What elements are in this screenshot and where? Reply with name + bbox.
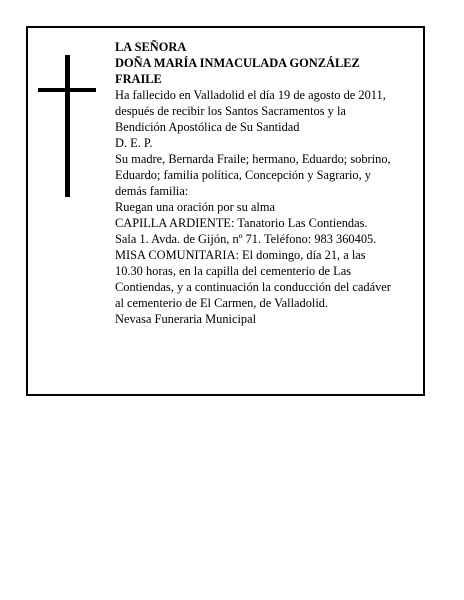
chapel-line-2: Sala 1. Avda. de Gijón, nº 71. Teléfono: 983 360405. [115, 232, 377, 246]
prayer-request: Ruegan una oración por su alma [115, 200, 275, 214]
cross-vertical-bar [65, 55, 70, 197]
cross-horizontal-bar [38, 88, 96, 92]
family-line-2: Eduardo; familia política, Concepción y Sagrario, y [115, 168, 371, 182]
family-line-3: demás familia: [115, 184, 189, 198]
rip-abbreviation: D. E. P. [115, 136, 153, 150]
mass-line-3: Contiendas, y a continuación la conducción del cadáver [115, 280, 391, 294]
mass-line-2: 10.30 horas, en la capilla del cementerio de Las [115, 264, 352, 278]
mass-line-4: al cementerio de El Carmen, de Valladolid. [115, 296, 329, 310]
notice-heading-title: LA SEÑORA [115, 40, 187, 54]
latin-cross-icon [38, 55, 96, 197]
mass-line-1: MISA COMUNITARIA: El domingo, día 21, a las [115, 248, 366, 262]
death-statement-line-2: después de recibir los Santos Sacramentos y la [115, 104, 346, 118]
family-line-1: Su madre, Bernarda Fraile; hermano, Eduardo; sobrino, [115, 152, 391, 166]
deceased-name-line-1: DOÑA MARÍA INMACULADA GONZÁLEZ [115, 56, 360, 70]
chapel-line-1: CAPILLA ARDIENTE: Tanatorio Las Contiendas. [115, 216, 368, 230]
deceased-name-line-2: FRAILE [115, 72, 162, 86]
obituary-text [115, 39, 423, 327]
death-statement-line-1: Ha fallecido en Valladolid el día 19 de agosto de 2011, [115, 88, 386, 102]
death-statement-line-3: Bendición Apostólica de Su Santidad [115, 120, 300, 134]
funeral-home-name: Nevasa Funeraria Municipal [115, 312, 257, 326]
